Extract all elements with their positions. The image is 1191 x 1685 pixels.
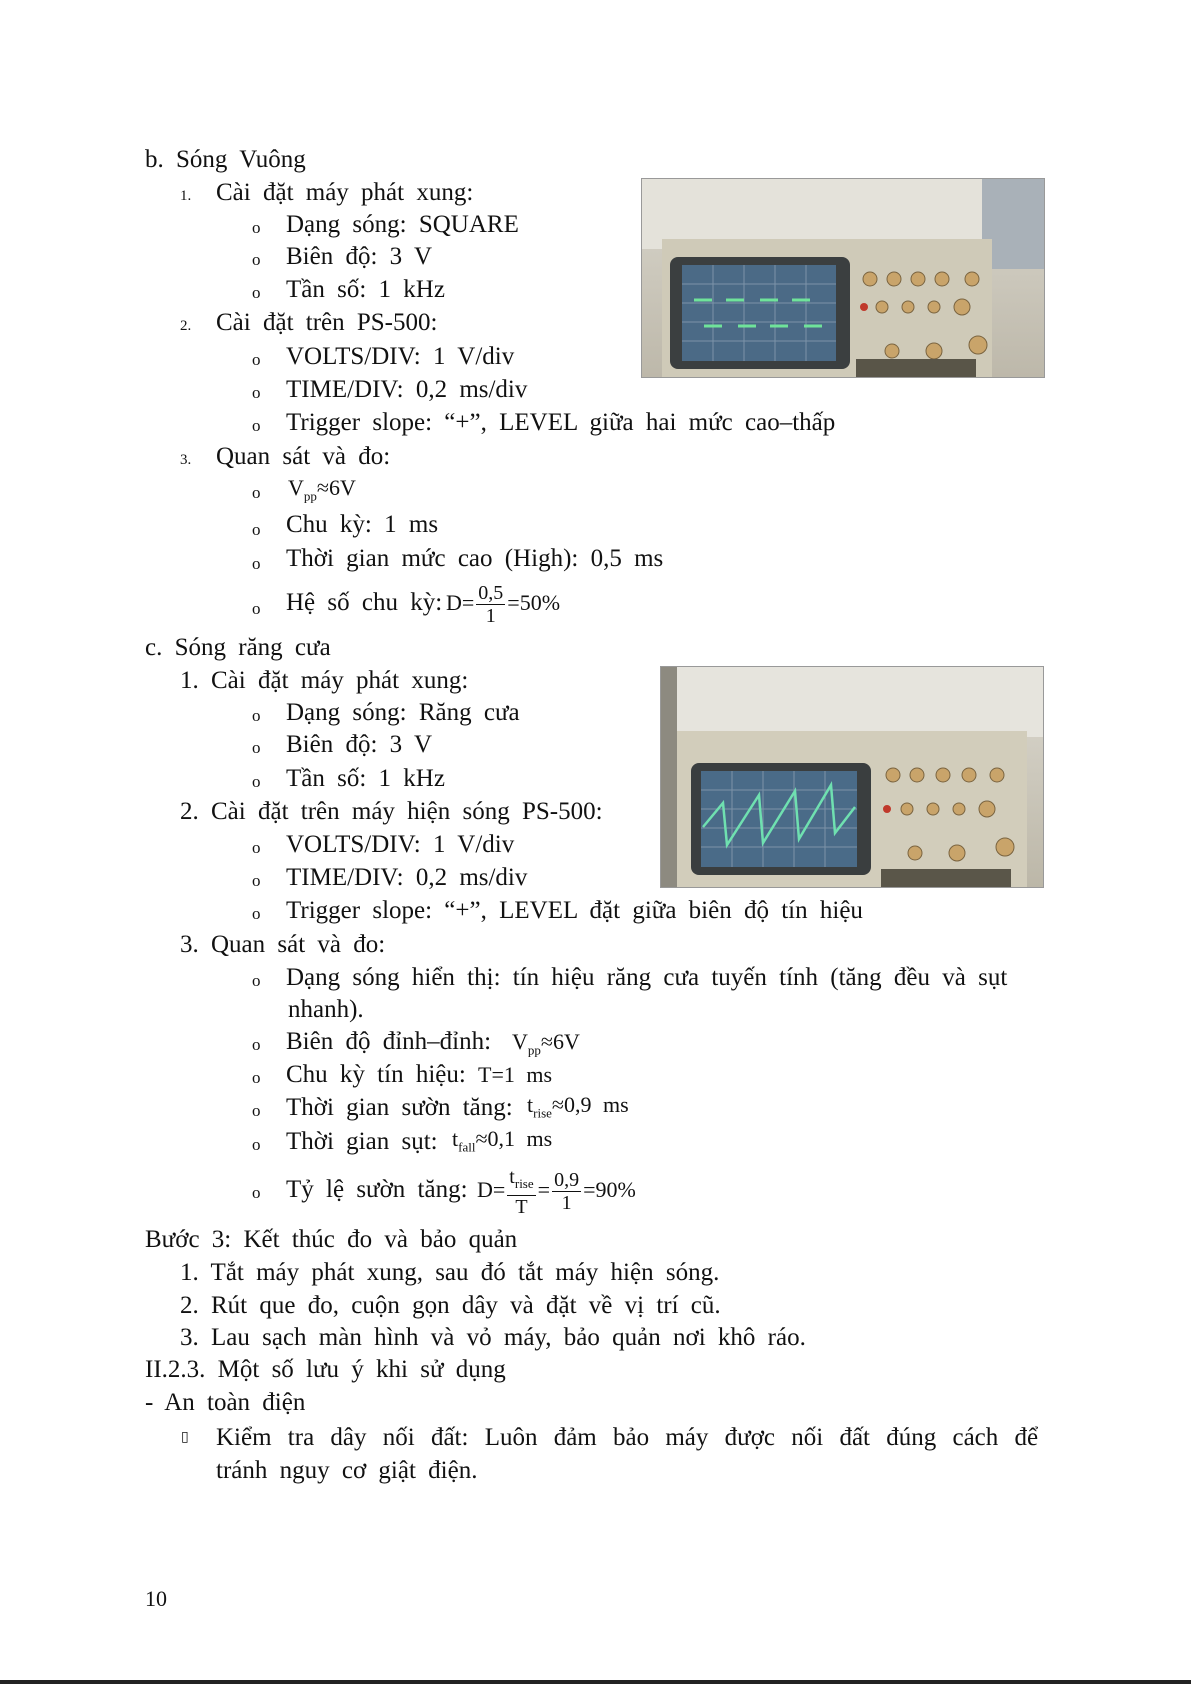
rise-time-formula bbox=[527, 1090, 629, 1128]
amp-value: ≈6V bbox=[540, 1029, 580, 1054]
notes-title: II.2.3. Một số lưu ý khi sử dụng bbox=[145, 1356, 506, 1383]
c3-heading: 3. Quan sát và đo: bbox=[180, 931, 386, 958]
c2-item: VOLTS/DIV: 1 V/div bbox=[286, 831, 515, 858]
list-number: 1. bbox=[180, 188, 192, 204]
bullet: o bbox=[252, 1101, 261, 1120]
c1-item: Dạng sóng: Răng cưa bbox=[286, 699, 520, 726]
list-number: 2. bbox=[180, 318, 192, 334]
bullet: o bbox=[252, 904, 261, 923]
bullet: o bbox=[252, 599, 261, 618]
bullet: o bbox=[252, 838, 261, 857]
rise-ratio-label: Tỷ lệ sườn tăng: bbox=[286, 1176, 468, 1203]
vpp-subscript: pp bbox=[303, 488, 317, 504]
b2-item: TIME/DIV: 0,2 ms/div bbox=[286, 376, 528, 403]
list-number: 3. bbox=[180, 452, 192, 468]
safety-title: - An toàn điện bbox=[145, 1389, 306, 1416]
rise-t: t bbox=[527, 1092, 534, 1117]
waveform-desc-line1: Dạng sóng hiển thị: tín hiệu răng cưa tuyến tính (tăng đều và sụt bbox=[286, 964, 1008, 991]
ratio-fraction-2 bbox=[552, 1169, 581, 1214]
ratio-den1: T bbox=[515, 1195, 528, 1218]
bullet: o bbox=[252, 250, 261, 269]
b2-heading: Cài đặt trên PS-500: bbox=[216, 309, 438, 336]
safety-item-line2: tránh nguy cơ giật điện. bbox=[216, 1457, 478, 1484]
step3-item: 3. Lau sạch màn hình và vỏ máy, bảo quản nơi khô ráo. bbox=[180, 1324, 806, 1351]
bullet: o bbox=[252, 1035, 261, 1054]
period-value: T=1 ms bbox=[478, 1062, 553, 1087]
b1-item: Dạng sóng: SQUARE bbox=[286, 211, 519, 238]
duty-cycle-formula bbox=[446, 575, 560, 631]
b2-item: VOLTS/DIV: 1 V/div bbox=[286, 343, 515, 370]
bullet: o bbox=[252, 738, 261, 757]
amp-symbol: V bbox=[512, 1029, 528, 1054]
amp-subscript: pp bbox=[527, 1042, 541, 1058]
fall-value: ≈0,1 ms bbox=[475, 1126, 553, 1151]
safety-item-line1: Kiểm tra dây nối đất: Luôn đảm bảo máy được nối đất đúng cách để bbox=[216, 1424, 1039, 1451]
duty-result: =50% bbox=[507, 590, 561, 615]
b1-item: Biên độ: 3 V bbox=[286, 243, 433, 270]
period-label: Chu kỳ tín hiệu: bbox=[286, 1061, 466, 1088]
fall-t: t bbox=[452, 1126, 459, 1151]
c2-item: TIME/DIV: 0,2 ms/div bbox=[286, 864, 528, 891]
square-bullet: ▯ bbox=[181, 1430, 189, 1445]
vpp-formula bbox=[288, 473, 356, 511]
b3-heading: Quan sát và đo: bbox=[216, 443, 391, 470]
bullet: o bbox=[252, 520, 261, 539]
bullet: o bbox=[252, 416, 261, 435]
c1-item: Tần số: 1 kHz bbox=[286, 765, 445, 792]
oscilloscope-sawtooth-illustration bbox=[661, 667, 1043, 887]
rise-subscript: rise bbox=[533, 1105, 552, 1121]
bullet: o bbox=[252, 383, 261, 402]
bullet: o bbox=[252, 1183, 261, 1202]
ratio-equals: = bbox=[537, 1177, 551, 1202]
amplitude-label: Biên độ đỉnh–đỉnh: bbox=[286, 1028, 492, 1055]
bullet: o bbox=[252, 706, 261, 725]
bullet: o bbox=[252, 1068, 261, 1087]
bullet: o bbox=[252, 1135, 261, 1154]
rise-ratio-formula bbox=[477, 1162, 636, 1218]
step3-title: Bước 3: Kết thúc đo và bảo quản bbox=[145, 1226, 518, 1253]
duty-d: D= bbox=[446, 590, 475, 615]
ratio-result: =90% bbox=[583, 1177, 636, 1202]
oscilloscope-square-wave-photo bbox=[641, 178, 1045, 378]
fall-time-formula bbox=[452, 1124, 552, 1162]
waveform-desc-line2: nhanh). bbox=[288, 996, 364, 1023]
b3-item: Thời gian mức cao (High): 0,5 ms bbox=[286, 545, 664, 572]
ratio-fraction-1 bbox=[507, 1166, 535, 1218]
duty-denominator: 1 bbox=[485, 605, 496, 628]
b1-heading: Cài đặt máy phát xung: bbox=[216, 179, 474, 206]
bullet: o bbox=[252, 283, 261, 302]
ratio-den2: 1 bbox=[561, 1192, 572, 1215]
fall-subscript: fall bbox=[458, 1139, 476, 1155]
rise-value: ≈0,9 ms bbox=[551, 1092, 629, 1117]
bullet: o bbox=[252, 554, 261, 573]
c1-heading: 1. Cài đặt máy phát xung: bbox=[180, 667, 469, 694]
c1-item: Biên độ: 3 V bbox=[286, 731, 433, 758]
rise-time-label: Thời gian sườn tăng: bbox=[286, 1094, 513, 1121]
b1-item: Tần số: 1 kHz bbox=[286, 276, 445, 303]
bullet: o bbox=[252, 350, 261, 369]
bullet: o bbox=[252, 971, 261, 990]
c2-heading: 2. Cài đặt trên máy hiện sóng PS-500: bbox=[180, 798, 603, 825]
bullet: o bbox=[252, 871, 261, 890]
step3-item: 2. Rút que đo, cuộn gọn dây và đặt về vị trí cũ. bbox=[180, 1292, 721, 1319]
vpp-symbol: V bbox=[288, 475, 304, 500]
b3-item: Chu kỳ: 1 ms bbox=[286, 511, 439, 538]
bottom-border bbox=[0, 1680, 1191, 1684]
ratio-num2: 0,9 bbox=[554, 1169, 580, 1192]
section-b-title: b. Sóng Vuông bbox=[145, 146, 306, 173]
vpp-value: ≈6V bbox=[316, 475, 356, 500]
b2-item: Trigger slope: “+”, LEVEL giữa hai mức cao–thấp bbox=[286, 409, 836, 436]
bullet: o bbox=[252, 772, 261, 791]
ratio-num1-sub: rise bbox=[514, 1175, 534, 1191]
oscilloscope-square-illustration bbox=[642, 179, 1044, 377]
bullet: o bbox=[252, 218, 261, 237]
section-c-title: c. Sóng răng cưa bbox=[145, 634, 331, 661]
bullet: o bbox=[252, 483, 261, 502]
step3-item: 1. Tắt máy phát xung, sau đó tắt máy hiện sóng. bbox=[180, 1259, 720, 1286]
duty-numerator: 0,5 bbox=[478, 582, 504, 605]
page-number: 10 bbox=[145, 1586, 167, 1611]
ratio-num1: t bbox=[509, 1165, 515, 1188]
c2-item: Trigger slope: “+”, LEVEL đặt giữa biên độ tín hiệu bbox=[286, 897, 863, 924]
duty-cycle-label: Hệ số chu kỳ: bbox=[286, 589, 443, 616]
duty-fraction bbox=[476, 582, 505, 627]
fall-time-label: Thời gian sụt: bbox=[286, 1128, 438, 1155]
oscilloscope-sawtooth-wave-photo bbox=[660, 666, 1044, 888]
ratio-d: D= bbox=[477, 1177, 506, 1202]
